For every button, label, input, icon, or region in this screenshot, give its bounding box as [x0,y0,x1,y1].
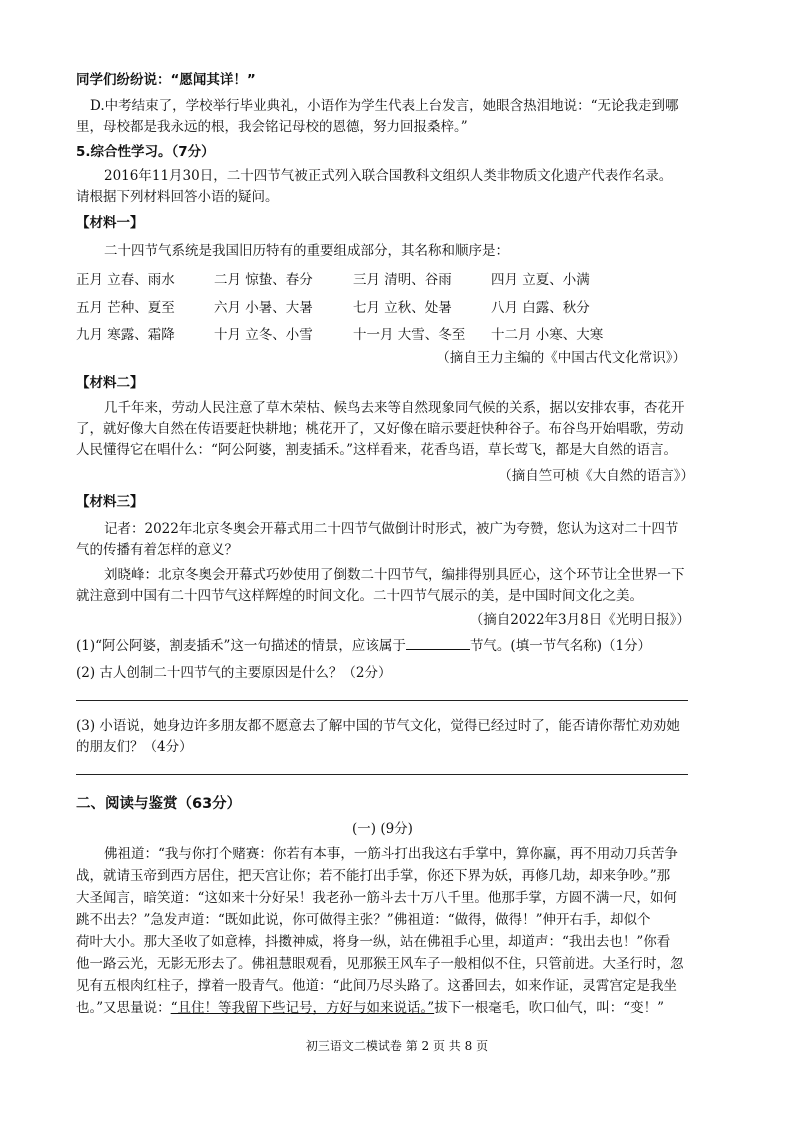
question-5-intro-1: 2016年11月30日，二十四节气被正式列入联合国教科文组织人类非物质文化遗产代表作名录。 [104,168,673,184]
term-cell: 六月 小暑、大暑 [214,300,313,316]
material-1-heading: 【材料一】 [76,215,144,231]
term-cell: 正月 立春、雨水 [76,272,175,288]
question-5-title: 5.综合性学习。（7分） [76,144,215,160]
term-cell: 十月 立冬、小雪 [214,327,313,343]
term-cell: 八月 白露、秋分 [491,300,590,316]
sub-question-3-line-2: 的朋友们？（4分） [76,739,193,755]
material-3-para-2: 气的传播有着怎样的意义？ [76,542,238,558]
material-3-para-3: 刘晓峰：北京冬奥会开幕式巧妙使用了倒数二十四节气，编排得别具匠心，这个环节让全世界一下 [104,567,685,583]
material-1-lead: 二十四节气系统是我国旧历特有的重要组成部分，其名称和顺序是： [104,243,509,259]
sub-question-3-line-1: (3) 小语说，她身边许多朋友都不愿意去了解中国的节气文化，觉得已经过时了，能否请你帮忙劝劝她 [76,718,680,734]
term-cell: 七月 立秋、处暑 [353,300,452,316]
material-2-source: （摘自竺可桢《大自然的语言》） [498,468,694,484]
page-footer: 初三语文二模试卷 第 2 页 共 8 页 [305,1039,489,1053]
underlined-sentence: “且住！等我留下些记号，方好与如来说话。” [170,1000,435,1016]
answer-blank[interactable] [406,637,470,650]
material-1-source: （摘自王力主编的《中国古代文化常识》） [436,350,686,366]
answer-line-3[interactable] [76,774,688,775]
sub-question-1 [76,637,651,655]
passage-line-8-a: 也。”又思量说： [76,1000,171,1016]
sub-question-1-tail: 节气。(填一节气名称)（1分） [469,638,652,654]
passage-line-5: 荷叶大小。那大圣收了如意棒，抖擞神威，将身一纵，站在佛祖手心里，却道声：“我出去也！”你看 [76,934,671,950]
passage-line-7: 见有五根肉红柱子，撑着一股青气。他道：“此间乃尽头路了。这番回去，如来作证，灵霄宫定是我坐 [76,978,677,994]
answer-line-2[interactable] [76,700,688,701]
sub-question-2: (2) 古人创制二十四节气的主要原因是什么？（2分） [76,665,392,681]
material-2-para-3: 人民懂得它在唱什么：“阿公阿婆，割麦插禾。”这样看来，花香鸟语，草长莺飞，都是大自然的语言。 [76,442,678,458]
passage-line-3: 大圣闻言，暗笑道：“这如来十分好呆！我老孙一筋斗去十万八千里。他那手掌，方圆不满一尺，如何 [76,890,677,906]
term-cell: 十二月 小寒、大寒 [491,327,604,343]
term-cell: 九月 寒露、霜降 [76,327,175,343]
term-cell: 五月 芒种、夏至 [76,300,175,316]
material-3-para-4: 就注意到中国有二十四节气这样辉煌的时间文化。二十四节气展示的美，是中国时间文化之美。 [76,588,643,604]
section-2-subtitle: (一) (9分) [352,821,413,837]
passage-line-4: 跳不出去？”急发声道：“既如此说，你可做得主张？”佛祖道：“做得，做得！”伸开右手，却似个 [76,912,651,928]
material-3-heading: 【材料三】 [76,494,144,510]
passage-line-6: 他一路云光，无影无形去了。佛祖慧眼观看，见那猴王风车子一般相似不住，只管前进。大圣行时，忽 [76,956,684,972]
term-cell: 十一月 大雪、冬至 [353,327,466,343]
material-2-heading: 【材料二】 [76,375,144,391]
material-2-para-2: 了，就好像大自然在传语要赶快耕地；桃花开了，又好像在暗示要赶快种谷子。布谷鸟开始唱歌，劳动 [76,421,684,437]
passage-line-2: 战，就请玉帝到西方居住，把天宫让你；若不能打出手掌，你还下界为妖，再修几劫，却来争吵。”那 [76,868,671,884]
sub-question-1-text: (1)“阿公阿婆，割麦插禾”这一句描述的情景，应该属于 [76,638,406,654]
term-cell: 二月 惊蛰、春分 [214,272,313,288]
section-2-title: 二、阅读与鉴赏（63分） [76,796,242,812]
material-3-source: （摘自2022年3月8日《光明日报》） [469,612,690,628]
passage-line-8-c: 拔下一根毫毛，吹口仙气，叫：“变！” [434,1000,665,1016]
option-d-line2: 里，母校都是我永远的根，我会铭记母校的恩德，努力回报桑梓。” [76,119,468,135]
option-d-line1: D.中考结束了，学校举行毕业典礼，小语作为学生代表上台发言，她眼含热泪地说：“无论我走到哪 [90,98,679,114]
passage-line-1: 佛祖道：“我与你打个赌赛：你若有本事，一筋斗打出我这右手掌中，算你赢，再不用动刀兵苦争 [104,846,678,862]
classmates-line: 同学们纷纷说：“愿闻其详！” [76,72,256,88]
question-5-intro-2: 请根据下列材料回答小语的疑问。 [76,189,279,205]
term-cell: 三月 清明、谷雨 [353,272,452,288]
material-2-para-1: 几千年来，劳动人民注意了草木荣枯、候鸟去来等自然现象同气候的关系，据以安排农事，杏花开 [104,400,685,416]
passage-line-8 [76,999,664,1017]
term-cell: 四月 立夏、小满 [491,272,590,288]
material-3-para-1: 记者：2022年北京冬奥会开幕式用二十四节气做倒计时形式，被广为夸赞，您认为这对二十四节 [104,521,679,537]
